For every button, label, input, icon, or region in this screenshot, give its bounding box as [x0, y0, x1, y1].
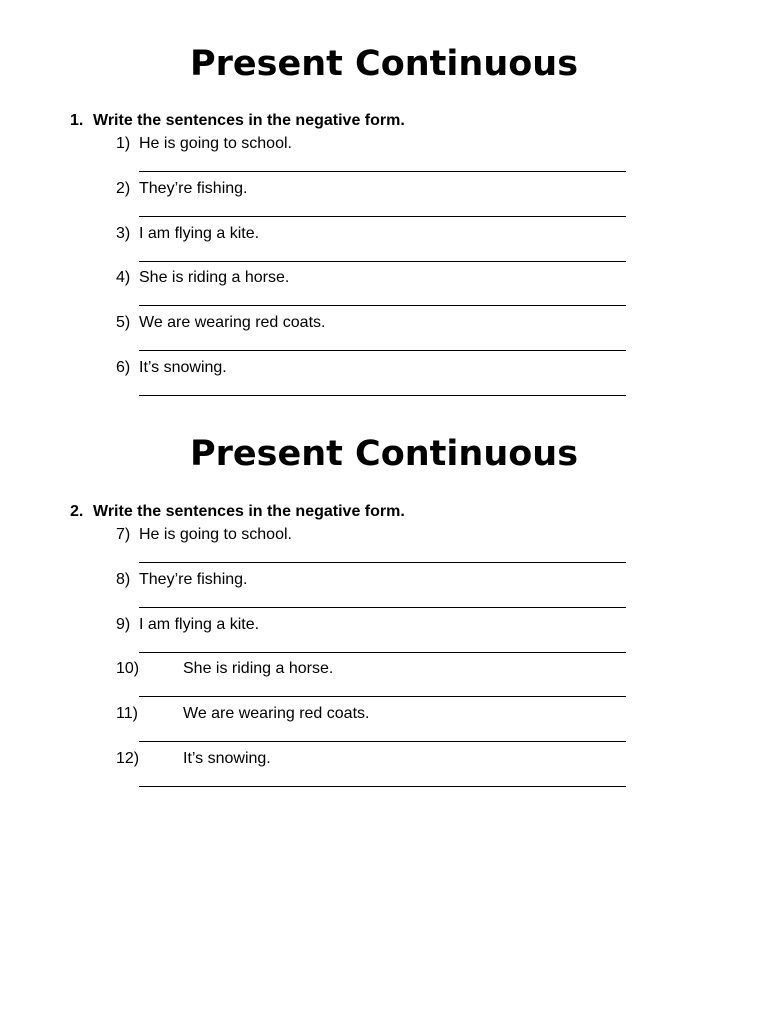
- item-number: 1): [116, 135, 131, 152]
- item-number: 9): [116, 616, 131, 633]
- item-number: 12): [116, 750, 140, 767]
- answer-line[interactable]: [139, 171, 626, 172]
- exercise-prompt: [116, 224, 259, 244]
- exercise-prompt: [116, 704, 369, 724]
- answer-line[interactable]: [139, 305, 626, 306]
- item-number: 2): [116, 180, 131, 197]
- item-number: 11): [116, 705, 138, 722]
- exercise-prompt: [116, 525, 292, 545]
- exercise-prompt: [116, 179, 248, 199]
- item-number: 5): [116, 314, 131, 331]
- exercise-item: [116, 179, 636, 225]
- exercise-item: [116, 615, 636, 661]
- item-sentence: It’s snowing.: [139, 359, 227, 376]
- instruction: [70, 502, 405, 522]
- exercise-item: [116, 525, 636, 571]
- item-sentence: She is riding a horse.: [183, 660, 334, 677]
- answer-line[interactable]: [139, 562, 626, 563]
- item-sentence: She is riding a horse.: [139, 269, 290, 286]
- exercise-prompt: [116, 358, 227, 378]
- exercise-item: [116, 313, 636, 359]
- exercise-prompt: [116, 659, 333, 679]
- item-sentence: We are wearing red coats.: [139, 314, 326, 331]
- exercise-prompt: [116, 570, 248, 590]
- exercise-item: [116, 358, 636, 404]
- answer-line[interactable]: [139, 261, 626, 262]
- item-sentence: We are wearing red coats.: [183, 705, 370, 722]
- instruction-text: Write the sentences in the negative form.: [93, 503, 405, 520]
- exercise-prompt: [116, 615, 259, 635]
- item-number: 6): [116, 359, 131, 376]
- exercise-prompt: [116, 268, 289, 288]
- instruction-number: 2.: [70, 503, 84, 520]
- item-sentence: They’re fishing.: [139, 571, 248, 588]
- item-sentence: He is going to school.: [139, 526, 292, 543]
- exercise-item: [116, 704, 636, 750]
- exercise-prompt: [116, 134, 292, 154]
- answer-line[interactable]: [139, 395, 626, 396]
- exercise-item: [116, 749, 636, 795]
- instruction-text: Write the sentences in the negative form.: [93, 112, 405, 129]
- item-sentence: It’s snowing.: [183, 750, 271, 767]
- item-number: 3): [116, 225, 131, 242]
- item-number: 4): [116, 269, 131, 286]
- answer-line[interactable]: [139, 741, 626, 742]
- item-number: 7): [116, 526, 131, 543]
- exercise-item: [116, 224, 636, 270]
- item-number: 10): [116, 660, 140, 677]
- answer-line[interactable]: [139, 696, 626, 697]
- item-sentence: I am flying a kite.: [139, 225, 260, 242]
- section-title: Present Continuous: [189, 44, 579, 84]
- exercise-item: [116, 659, 636, 705]
- item-sentence: I am flying a kite.: [139, 616, 260, 633]
- section-title: Present Continuous: [189, 434, 579, 474]
- instruction: [70, 111, 405, 131]
- exercise-item: [116, 268, 636, 314]
- answer-line[interactable]: [139, 652, 626, 653]
- exercise-prompt: [116, 749, 271, 769]
- item-sentence: They’re fishing.: [139, 180, 248, 197]
- exercise-item: [116, 570, 636, 616]
- answer-line[interactable]: [139, 350, 626, 351]
- answer-line[interactable]: [139, 607, 626, 608]
- answer-line[interactable]: [139, 216, 626, 217]
- instruction-number: 1.: [70, 112, 84, 129]
- exercise-prompt: [116, 313, 325, 333]
- item-number: 8): [116, 571, 131, 588]
- item-sentence: He is going to school.: [139, 135, 292, 152]
- exercise-item: [116, 134, 636, 180]
- answer-line[interactable]: [139, 786, 626, 787]
